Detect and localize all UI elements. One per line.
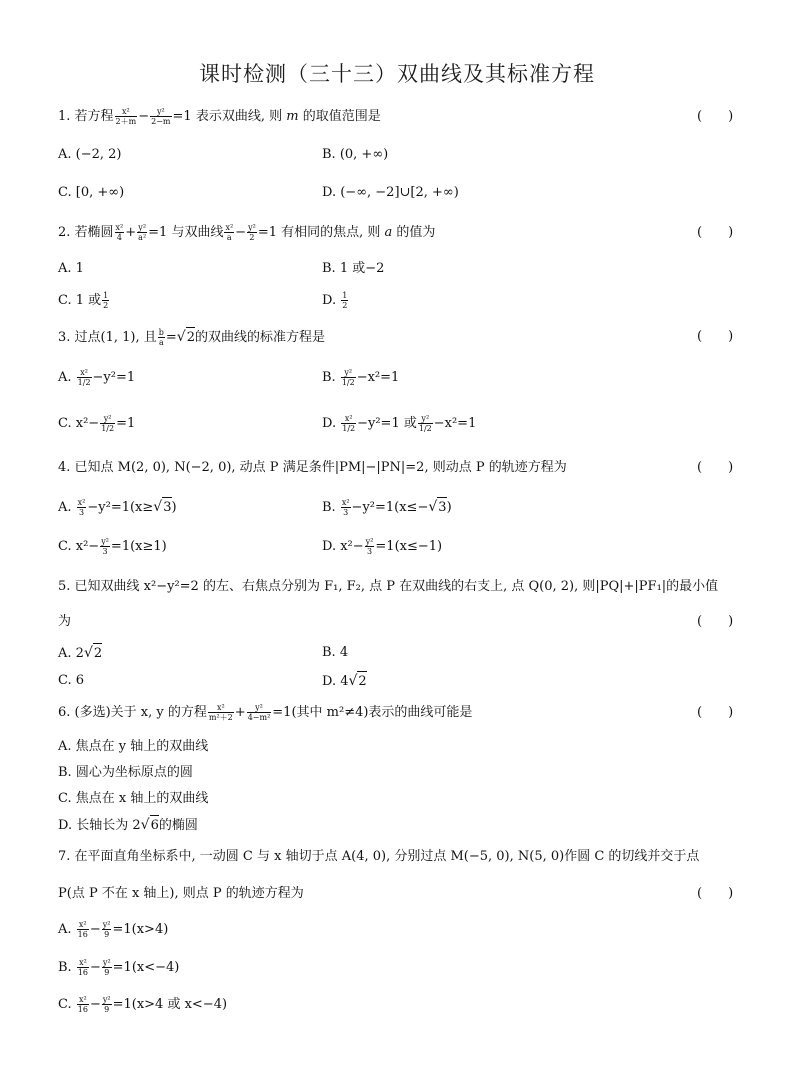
q6-option-c[interactable]: C. 焦点在 x 轴上的双曲线 — [58, 791, 209, 806]
q4-option-b[interactable]: B. $\frac{\text{x²}}{3}$ −y²=1(x≤−√3) — [322, 498, 452, 517]
question-3-stem: 3. 过点(1, 1), 且 $\frac{b}{a}$ =√2的双曲线的标准方程是 — [58, 328, 326, 347]
sqrt-icon: √ — [176, 329, 186, 345]
fraction: $\frac{\text{y²}}{\text{4−m²}}$ — [247, 703, 271, 722]
fraction: $\frac{\text{x²}}{a}$ — [225, 223, 234, 242]
question-1-stem: 1. 若方程 $\frac{\text{x²}}{2+m}$ − $\frac{\text{y²}}{2-m}$ =1 表示双曲线, 则 m 的取值范围是 — [58, 107, 381, 126]
fraction: $\frac{\text{x²}}{4}$ — [115, 223, 124, 242]
q5-option-a[interactable]: A. 2√2 — [58, 643, 102, 664]
q2-option-c[interactable]: C. 1 或 $\frac{1}{2}$ — [58, 291, 109, 310]
fraction: $\frac{\text{x²}}{16}$ — [77, 995, 88, 1014]
q1-option-a[interactable]: A. (−2, 2) — [58, 147, 122, 162]
q2-option-b[interactable]: B. 1 或−2 — [322, 261, 385, 276]
answer-blank-1[interactable]: ( ) — [697, 109, 734, 124]
answer-blank-4[interactable]: ( ) — [697, 460, 734, 475]
fraction: $\frac{\text{y²}}{1/2}$ — [418, 414, 432, 433]
question-4-stem: 4. 已知点 M(2, 0), N(−2, 0), 动点 P 满足条件|PM|−|PN|=2, 则动点 P 的轨迹方程为 — [58, 460, 567, 475]
fraction: $\frac{\text{y²}}{9}$ — [102, 995, 111, 1014]
sqrt-icon: √ — [83, 645, 93, 661]
q1-option-c[interactable]: C. [0, +∞) — [58, 185, 125, 200]
q3-option-c[interactable]: C. x²− $\frac{\text{y²}}{1/2}$ =1 — [58, 414, 136, 433]
question-7-stem-cont: P(点 P 不在 x 轴上), 则点 P 的轨迹方程为 — [58, 886, 304, 901]
fraction: $\frac{\text{x²}}{2+m}$ — [115, 107, 137, 126]
fraction: $\frac{\text{y²}}{2-m}$ — [151, 107, 171, 126]
question-7-stem: 7. 在平面直角坐标系中, 一动圆 C 与 x 轴切于点 A(4, 0), 分别过点 M(−5, 0), N(5, 0)作圆 C 的切线并交于点 — [58, 849, 700, 864]
question-6-stem: 6. (多选)关于 x, y 的方程 $\frac{\text{x²}}{\text{m²＋2}}$ + $\frac{\text{y²}}{\text{4−m²}}$ =1(其中 m²≠4)表示的曲线可能是 — [58, 703, 473, 722]
fraction: $\frac{\text{x²}}{\text{m²＋2}}$ — [208, 703, 233, 722]
fraction: $\frac{b}{a}$ — [158, 328, 164, 347]
q6-option-d[interactable]: D. 长轴长为 2√6的椭圆 — [58, 815, 198, 836]
q3-option-b[interactable]: B. $\frac{\text{y²}}{1/2}$ −x²=1 — [322, 368, 400, 387]
fraction: $\frac{\text{y²}}{1/2}$ — [341, 368, 355, 387]
answer-blank-3[interactable]: ( ) — [697, 329, 734, 344]
page-title: 课时检测（三十三）双曲线及其标准方程 — [199, 62, 595, 86]
fraction: $\frac{\text{y²}}{3}$ — [101, 537, 109, 556]
answer-blank-5[interactable]: ( ) — [697, 614, 734, 629]
question-2-stem: 2. 若椭圆 $\frac{\text{x²}}{4}$ + $\frac{\text{y²}}{\text{a²}}$ =1 与双曲线 $\frac{\text{x²}}{a}$ − $\frac{\text{y²}}{2}$ =1 有相同的焦点, 则 a 的值为 — [58, 223, 436, 242]
sqrt-icon: √ — [153, 499, 163, 515]
fraction: $\frac{\text{y²}}{\text{a²}}$ — [138, 223, 147, 242]
fraction: $\frac{\text{x²}}{16}$ — [77, 958, 89, 977]
fraction: $\frac{\text{y²}}{3}$ — [365, 537, 374, 556]
fraction: $\frac{\text{x²}}{3}$ — [77, 498, 86, 517]
fraction: $\frac{\text{y²}}{2}$ — [248, 223, 256, 242]
answer-blank-2[interactable]: ( ) — [697, 225, 734, 240]
sqrt-icon: √ — [428, 499, 438, 515]
fraction: $\frac{1}{2}$ — [342, 291, 348, 310]
fraction: $\frac{\text{y²}}{1/2}$ — [101, 414, 115, 433]
q3-option-a[interactable]: A. $\frac{\text{x²}}{1/2}$ −y²=1 — [58, 368, 136, 387]
q5-option-b[interactable]: B. 4 — [322, 645, 349, 660]
q7-option-b[interactable]: B. $\frac{\text{x²}}{16}$ − $\frac{\text{y²}}{9}$ =1(x<−4) — [58, 958, 180, 977]
fraction: $\frac{\text{x²}}{16}$ — [77, 920, 88, 939]
q4-option-c[interactable]: C. x²− $\frac{\text{y²}}{3}$ =1(x≥1) — [58, 537, 167, 556]
q7-option-a[interactable]: A. $\frac{\text{x²}}{16}$ − $\frac{\text{y²}}{9}$ =1(x>4) — [58, 920, 169, 939]
q2-option-a[interactable]: A. 1 — [58, 261, 84, 276]
answer-blank-7[interactable]: ( ) — [697, 886, 734, 901]
answer-blank-6[interactable]: ( ) — [697, 705, 734, 720]
q7-option-c[interactable]: C. $\frac{\text{x²}}{16}$ − $\frac{\text{y²}}{9}$ =1(x>4 或 x<−4) — [58, 995, 228, 1014]
sqrt-icon: √ — [348, 673, 358, 689]
q1-option-d[interactable]: D. (−∞, −2]∪[2, +∞) — [322, 185, 459, 200]
q6-option-b[interactable]: B. 圆心为坐标原点的圆 — [58, 765, 193, 780]
fraction: $\frac{\text{x²}}{3}$ — [341, 498, 350, 517]
q4-option-d[interactable]: D. x²− $\frac{\text{y²}}{3}$ =1(x≤−1) — [322, 537, 443, 556]
q2-option-d[interactable]: D. $\frac{1}{2}$ — [322, 291, 348, 310]
q1-option-b[interactable]: B. (0, +∞) — [322, 147, 389, 162]
fraction: $\frac{\text{x²}}{1/2}$ — [77, 368, 91, 387]
fraction: $\frac{\text{y²}}{9}$ — [102, 958, 111, 977]
sqrt-icon: √ — [140, 817, 150, 833]
fraction: $\frac{\text{y²}}{9}$ — [102, 920, 111, 939]
q3-option-d[interactable]: D. $\frac{\text{x²}}{1/2}$ −y²=1 或 $\frac{\text{y²}}{1/2}$ −x²=1 — [322, 414, 477, 433]
q4-option-a[interactable]: A. $\frac{\text{x²}}{3}$ −y²=1(x≥√3) — [58, 498, 177, 517]
question-5-stem-cont: 为 — [58, 614, 72, 629]
fraction: $\frac{\text{x²}}{1/2}$ — [342, 414, 356, 433]
q5-option-c[interactable]: C. 6 — [58, 673, 85, 688]
question-5-stem: 5. 已知双曲线 x²−y²=2 的左、右焦点分别为 F₁, F₂, 点 P 在双曲线的右支上, 点 Q(0, 2), 则|PQ|+|PF₁|的最小值 — [58, 579, 719, 594]
q6-option-a[interactable]: A. 焦点在 y 轴上的双曲线 — [58, 739, 209, 754]
fraction: $\frac{1}{2}$ — [103, 291, 109, 310]
q5-option-d[interactable]: D. 4√2 — [322, 671, 367, 692]
